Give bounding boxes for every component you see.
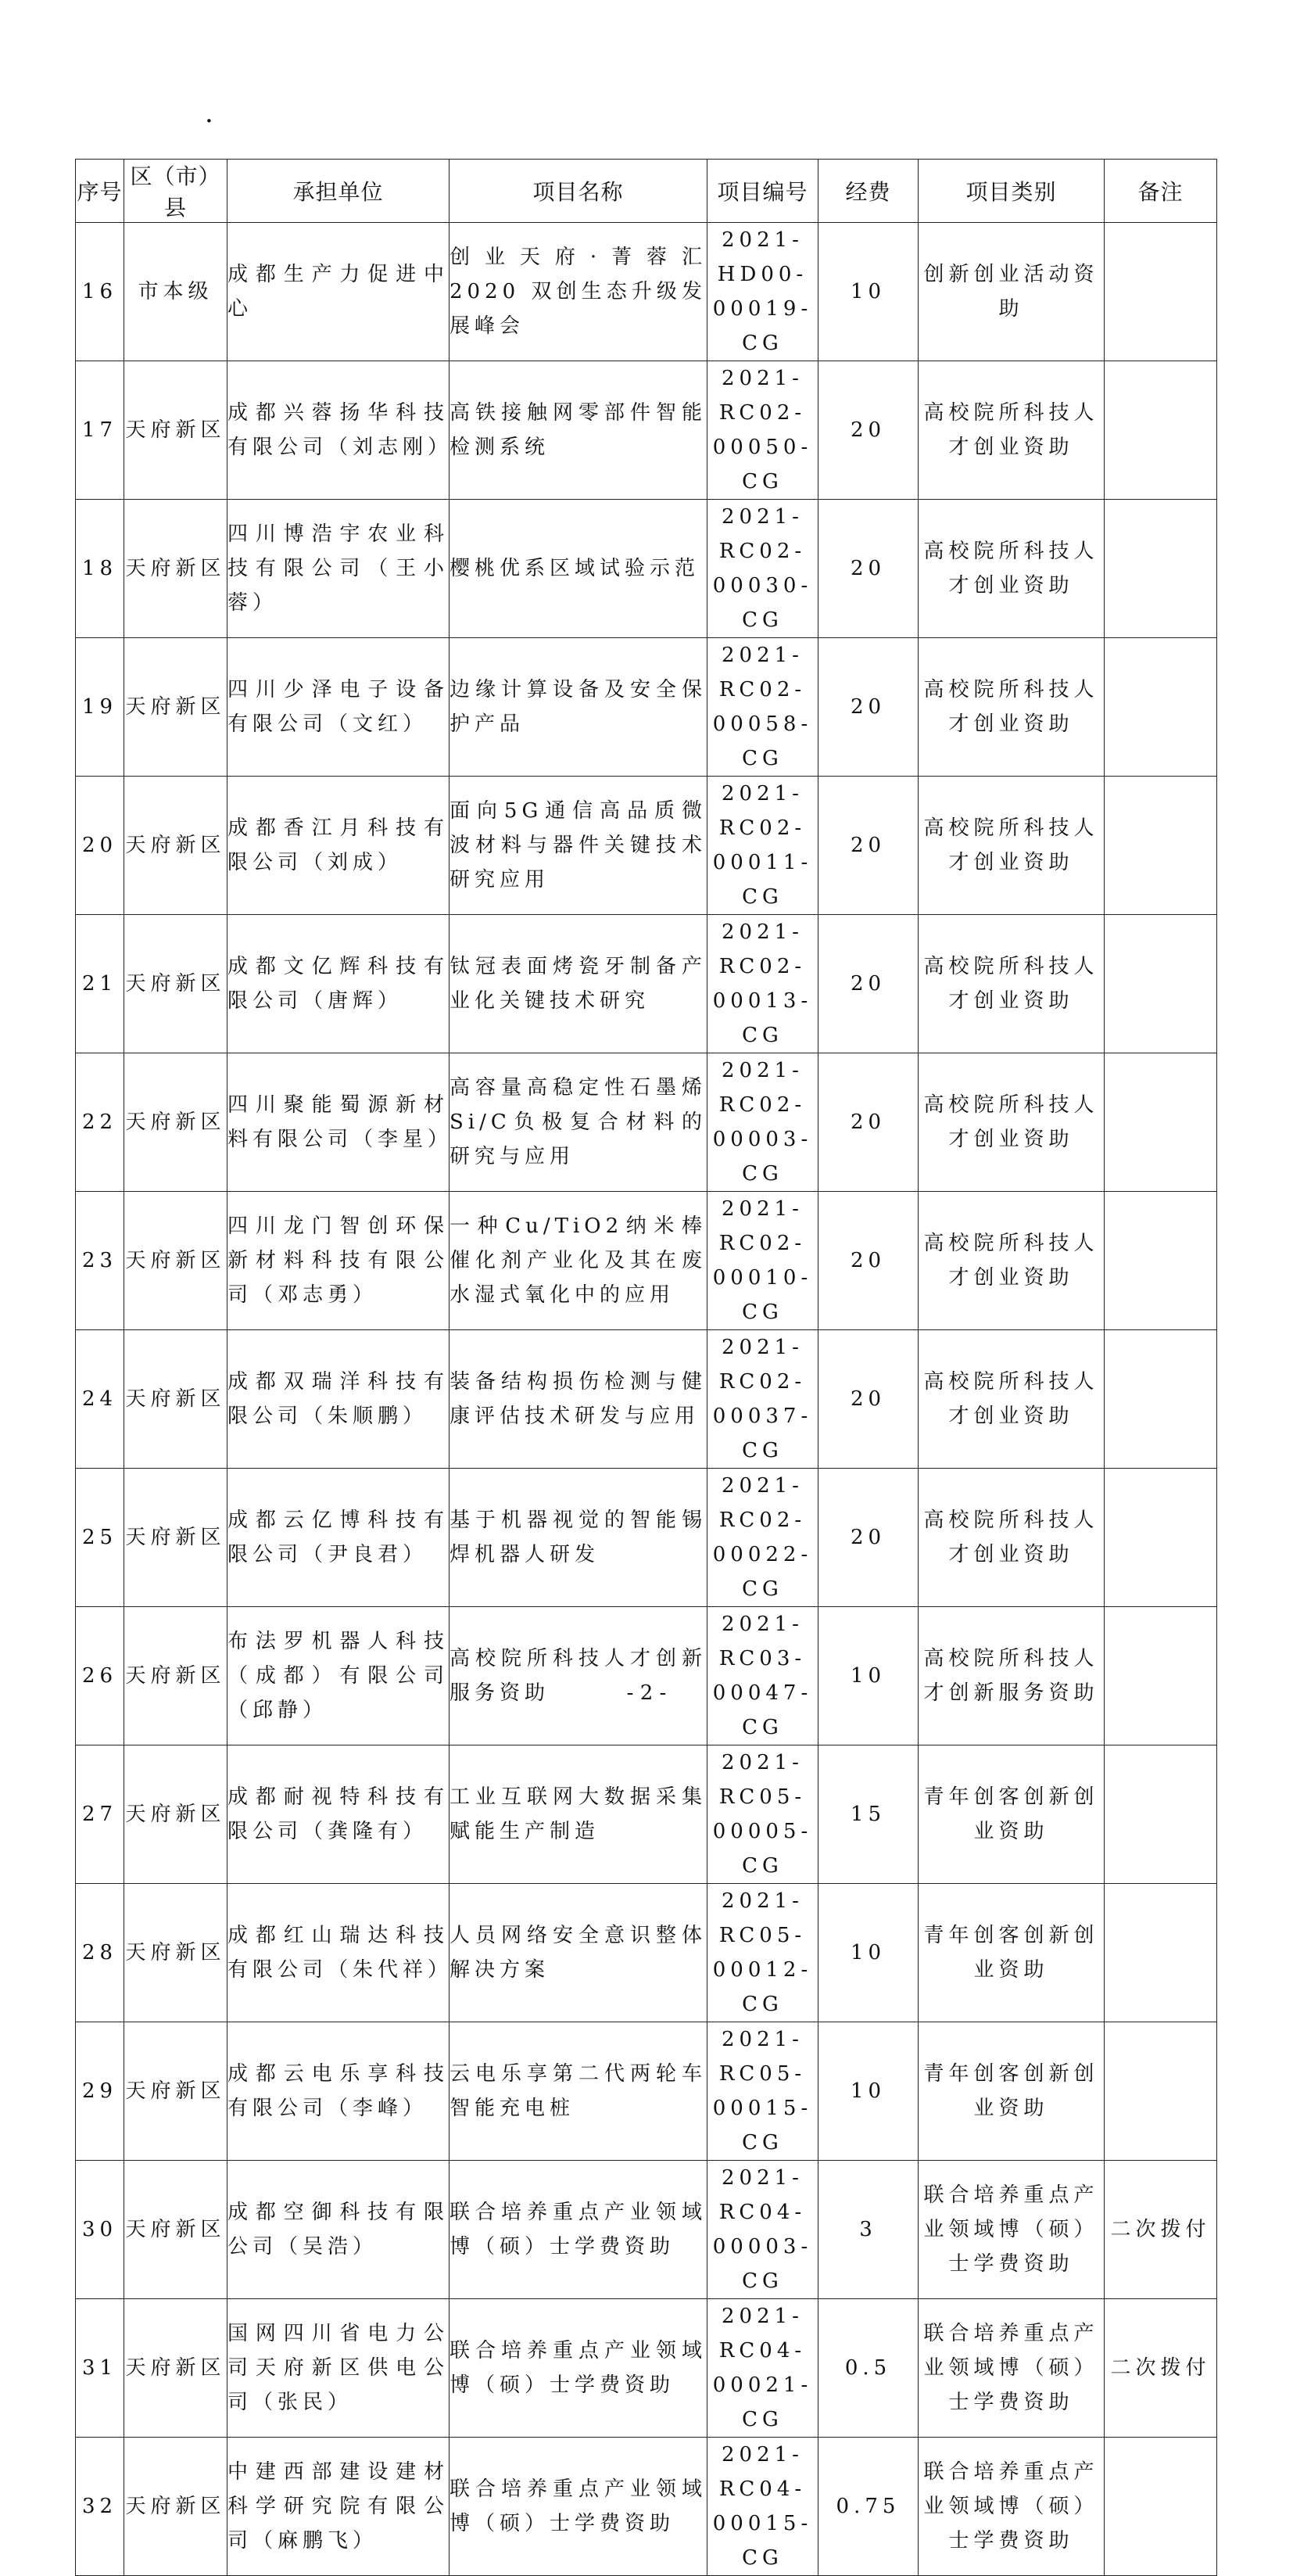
cell-project: 工业互联网大数据采集赋能生产制造 — [450, 1745, 707, 1884]
cell-no: 29 — [76, 2022, 124, 2161]
cell-project: 人员网络安全意识整体解决方案 — [450, 1884, 707, 2022]
table-row — [76, 1607, 1217, 1745]
cell-unit: 成都双瑞洋科技有限公司（朱顺鹏） — [227, 1330, 450, 1469]
cell-note — [1105, 1053, 1217, 1192]
table-body — [76, 223, 1217, 2576]
table-row — [76, 2438, 1217, 2576]
cell-county: 天府新区 — [124, 2438, 227, 2576]
header-unit: 承担单位 — [227, 160, 450, 223]
cell-code: 2021-RC04-00015-CG — [707, 2438, 818, 2576]
cell-project: 基于机器视觉的智能锡焊机器人研发 — [450, 1469, 707, 1607]
cell-category: 高校院所科技人才创业资助 — [919, 1053, 1105, 1192]
cell-no: 27 — [76, 1745, 124, 1884]
cell-project: 樱桃优系区域试验示范 — [450, 500, 707, 638]
cell-project: 装备结构损伤检测与健康评估技术研发与应用 — [450, 1330, 707, 1469]
cell-project: 联合培养重点产业领域博（硕）士学费资助 — [450, 2299, 707, 2438]
cell-note — [1105, 1192, 1217, 1330]
table-row — [76, 361, 1217, 500]
cell-code: 2021-RC02-00058-CG — [707, 638, 818, 777]
table-row — [76, 223, 1217, 361]
table-row — [76, 915, 1217, 1053]
cell-no: 24 — [76, 1330, 124, 1469]
cell-county: 天府新区 — [124, 1192, 227, 1330]
cell-code: 2021-RC05-00005-CG — [707, 1745, 818, 1884]
cell-unit: 成都文亿辉科技有限公司（唐辉） — [227, 915, 450, 1053]
cell-unit: 中建西部建设建材科学研究院有限公司（麻鹏飞） — [227, 2438, 450, 2576]
cell-funding: 0.5 — [818, 2299, 919, 2438]
cell-county: 天府新区 — [124, 777, 227, 915]
cell-category: 高校院所科技人才创新服务资助 — [919, 1607, 1105, 1745]
cell-category: 高校院所科技人才创业资助 — [919, 1330, 1105, 1469]
cell-note: 二次拨付 — [1105, 2299, 1217, 2438]
cell-code: 2021-HD00-00019-CG — [707, 223, 818, 361]
cell-no: 18 — [76, 500, 124, 638]
cell-code: 2021-RC02-00013-CG — [707, 915, 818, 1053]
cell-category: 高校院所科技人才创业资助 — [919, 500, 1105, 638]
cell-unit: 成都生产力促进中心 — [227, 223, 450, 361]
cell-county: 天府新区 — [124, 1469, 227, 1607]
cell-category: 高校院所科技人才创业资助 — [919, 1192, 1105, 1330]
header-row — [76, 160, 1217, 223]
cell-note — [1105, 1745, 1217, 1884]
cell-category: 高校院所科技人才创业资助 — [919, 361, 1105, 500]
cell-note — [1105, 361, 1217, 500]
header-no: 序号 — [76, 160, 124, 223]
cell-note — [1105, 1469, 1217, 1607]
cell-county: 天府新区 — [124, 500, 227, 638]
table-row — [76, 2299, 1217, 2438]
cell-county: 天府新区 — [124, 2299, 227, 2438]
cell-category: 创新创业活动资助 — [919, 223, 1105, 361]
cell-category: 青年创客创新创业资助 — [919, 2022, 1105, 2161]
page-number: - 2 - — [626, 1681, 667, 1705]
cell-code: 2021-RC05-00012-CG — [707, 1884, 818, 2022]
cell-funding: 10 — [818, 1884, 919, 2022]
cell-code: 2021-RC02-00003-CG — [707, 1053, 818, 1192]
cell-county: 天府新区 — [124, 1745, 227, 1884]
cell-category: 高校院所科技人才创业资助 — [919, 1469, 1105, 1607]
cell-no: 21 — [76, 915, 124, 1053]
cell-funding: 20 — [818, 1053, 919, 1192]
cell-unit: 四川龙门智创环保新材料科技有限公司（邓志勇） — [227, 1192, 450, 1330]
cell-unit: 成都兴蓉扬华科技有限公司（刘志刚） — [227, 361, 450, 500]
header-code: 项目编号 — [707, 160, 818, 223]
cell-funding: 10 — [818, 1607, 919, 1745]
table-row — [76, 638, 1217, 777]
table-row — [76, 2022, 1217, 2161]
cell-code: 2021-RC04-00003-CG — [707, 2161, 818, 2299]
cell-category: 高校院所科技人才创业资助 — [919, 638, 1105, 777]
cell-code: 2021-RC02-00010-CG — [707, 1192, 818, 1330]
cell-category: 青年创客创新创业资助 — [919, 1884, 1105, 2022]
cell-funding: 3 — [818, 2161, 919, 2299]
stray-dot-mark: . — [205, 98, 213, 129]
cell-county: 天府新区 — [124, 638, 227, 777]
cell-no: 20 — [76, 777, 124, 915]
table-row — [76, 1745, 1217, 1884]
cell-project: 云电乐享第二代两轮车智能充电桩 — [450, 2022, 707, 2161]
cell-code: 2021-RC02-00011-CG — [707, 777, 818, 915]
cell-note — [1105, 223, 1217, 361]
cell-code: 2021-RC05-00015-CG — [707, 2022, 818, 2161]
table-row — [76, 1330, 1217, 1469]
cell-note — [1105, 1330, 1217, 1469]
cell-project: 面向5G通信高品质微波材料与器件关键技术研究应用 — [450, 777, 707, 915]
cell-funding: 20 — [818, 777, 919, 915]
cell-funding: 20 — [818, 1469, 919, 1607]
cell-code: 2021-RC02-00030-CG — [707, 500, 818, 638]
cell-unit: 成都香江月科技有限公司（刘成） — [227, 777, 450, 915]
cell-note — [1105, 1607, 1217, 1745]
cell-note — [1105, 638, 1217, 777]
cell-unit: 成都耐视特科技有限公司（龚隆有） — [227, 1745, 450, 1884]
cell-no: 16 — [76, 223, 124, 361]
cell-project: 高铁接触网零部件智能检测系统 — [450, 361, 707, 500]
cell-no: 28 — [76, 1884, 124, 2022]
cell-code: 2021-RC02-00050-CG — [707, 361, 818, 500]
table-row — [76, 500, 1217, 638]
cell-unit: 成都云电乐享科技有限公司（李峰） — [227, 2022, 450, 2161]
cell-unit: 成都空御科技有限公司（吴浩） — [227, 2161, 450, 2299]
cell-funding: 20 — [818, 500, 919, 638]
cell-project: 联合培养重点产业领域博（硕）士学费资助 — [450, 2161, 707, 2299]
cell-county: 天府新区 — [124, 915, 227, 1053]
cell-funding: 20 — [818, 638, 919, 777]
cell-category: 联合培养重点产业领域博（硕）士学费资助 — [919, 2161, 1105, 2299]
cell-funding: 0.75 — [818, 2438, 919, 2576]
cell-code: 2021-RC02-00037-CG — [707, 1330, 818, 1469]
cell-funding: 10 — [818, 223, 919, 361]
header-category: 项目类别 — [919, 160, 1105, 223]
cell-category: 联合培养重点产业领域博（硕）士学费资助 — [919, 2438, 1105, 2576]
cell-project: 钛冠表面烤瓷牙制备产业化关键技术研究 — [450, 915, 707, 1053]
cell-note — [1105, 1884, 1217, 2022]
cell-category: 高校院所科技人才创业资助 — [919, 777, 1105, 915]
cell-unit: 布法罗机器人科技（成都）有限公司（邱静） — [227, 1607, 450, 1745]
cell-unit: 成都云亿博科技有限公司（尹良君） — [227, 1469, 450, 1607]
cell-no: 32 — [76, 2438, 124, 2576]
cell-note: 二次拨付 — [1105, 2161, 1217, 2299]
header-funding: 经费 — [818, 160, 919, 223]
cell-funding: 20 — [818, 1192, 919, 1330]
cell-county: 天府新区 — [124, 1884, 227, 2022]
cell-code: 2021-RC02-00022-CG — [707, 1469, 818, 1607]
cell-funding: 20 — [818, 1330, 919, 1469]
cell-note — [1105, 777, 1217, 915]
cell-note — [1105, 2438, 1217, 2576]
cell-category: 高校院所科技人才创业资助 — [919, 915, 1105, 1053]
cell-project: 边缘计算设备及安全保护产品 — [450, 638, 707, 777]
cell-county: 市本级 — [124, 223, 227, 361]
cell-no: 19 — [76, 638, 124, 777]
cell-project: 联合培养重点产业领域博（硕）士学费资助 — [450, 2438, 707, 2576]
cell-unit: 四川博浩宇农业科技有限公司（王小蓉） — [227, 500, 450, 638]
cell-note — [1105, 2022, 1217, 2161]
header-project: 项目名称 — [450, 160, 707, 223]
cell-no: 23 — [76, 1192, 124, 1330]
table-row — [76, 1884, 1217, 2022]
cell-project: 创业天府·菁蓉汇 2020 双创生态升级发展峰会 — [450, 223, 707, 361]
cell-no: 25 — [76, 1469, 124, 1607]
table-row — [76, 1192, 1217, 1330]
cell-funding: 20 — [818, 915, 919, 1053]
cell-no: 31 — [76, 2299, 124, 2438]
project-funding-table — [75, 159, 1217, 2576]
cell-unit: 成都红山瑞达科技有限公司（朱代祥） — [227, 1884, 450, 2022]
cell-county: 天府新区 — [124, 2022, 227, 2161]
cell-county: 天府新区 — [124, 1607, 227, 1745]
cell-funding: 15 — [818, 1745, 919, 1884]
cell-no: 17 — [76, 361, 124, 500]
cell-note — [1105, 915, 1217, 1053]
cell-no: 30 — [76, 2161, 124, 2299]
header-county: 区（市）县 — [124, 160, 227, 223]
header-note: 备注 — [1105, 160, 1217, 223]
cell-project: 高容量高稳定性石墨烯Si/C负极复合材料的研究与应用 — [450, 1053, 707, 1192]
table-row — [76, 777, 1217, 915]
table-row — [76, 1053, 1217, 1192]
cell-code: 2021-RC04-00021-CG — [707, 2299, 818, 2438]
cell-no: 22 — [76, 1053, 124, 1192]
cell-unit: 四川少泽电子设备有限公司（文红） — [227, 638, 450, 777]
cell-county: 天府新区 — [124, 1053, 227, 1192]
cell-unit: 四川聚能蜀源新材料有限公司（李星） — [227, 1053, 450, 1192]
cell-unit: 国网四川省电力公司天府新区供电公司（张民） — [227, 2299, 450, 2438]
cell-funding: 10 — [818, 2022, 919, 2161]
cell-project: 高校院所科技人才创新服务资助 — [450, 1607, 707, 1745]
cell-no: 26 — [76, 1607, 124, 1745]
cell-county: 天府新区 — [124, 2161, 227, 2299]
table-row — [76, 2161, 1217, 2299]
cell-category: 联合培养重点产业领域博（硕）士学费资助 — [919, 2299, 1105, 2438]
cell-note — [1105, 500, 1217, 638]
cell-county: 天府新区 — [124, 361, 227, 500]
table-header — [76, 160, 1217, 223]
cell-funding: 20 — [818, 361, 919, 500]
cell-code: 2021-RC03-00047-CG — [707, 1607, 818, 1745]
table-row — [76, 1469, 1217, 1607]
cell-county: 天府新区 — [124, 1330, 227, 1469]
cell-category: 青年创客创新创业资助 — [919, 1745, 1105, 1884]
cell-project: 一种Cu/TiO2纳米棒催化剂产业化及其在废水湿式氧化中的应用 — [450, 1192, 707, 1330]
